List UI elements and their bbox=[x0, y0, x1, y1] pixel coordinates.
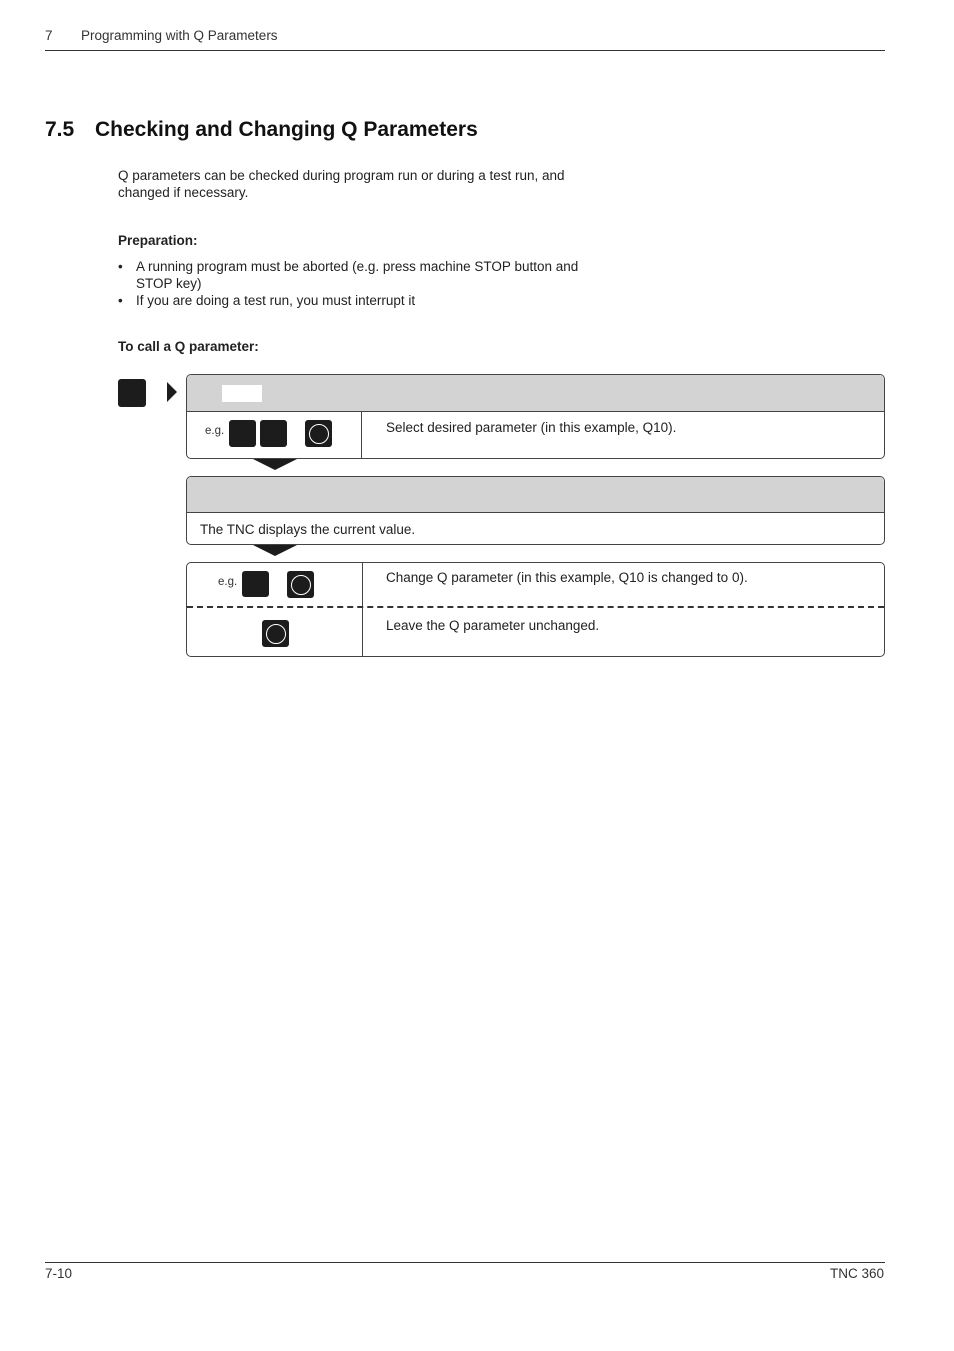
arrow-down-icon bbox=[253, 545, 297, 556]
step1-eg-label: e.g. bbox=[205, 425, 225, 437]
arrow-right-icon bbox=[167, 382, 177, 402]
step2-description: The TNC displays the current value. bbox=[200, 522, 416, 537]
preparation-heading: Preparation: bbox=[118, 233, 198, 248]
preparation-bullet: • If you are doing a test run, you must interrupt it bbox=[118, 292, 598, 309]
footer-rule bbox=[45, 1262, 885, 1263]
arrow-down-icon bbox=[253, 459, 297, 470]
step3-eg-label: e.g. bbox=[218, 576, 238, 588]
q-parameter-key-icon bbox=[118, 379, 146, 407]
enter-key-icon bbox=[305, 420, 332, 447]
step1-description: Select desired parameter (in this example, Q10). bbox=[386, 420, 677, 435]
footer-product: TNC 360 bbox=[829, 1266, 884, 1281]
step3-option-b-description: Leave the Q parameter unchanged. bbox=[386, 618, 600, 633]
digit-key-1-icon bbox=[229, 420, 256, 447]
section-number: 7.5 bbox=[45, 118, 75, 141]
enter-key-icon bbox=[287, 571, 314, 598]
header-rule bbox=[45, 50, 885, 51]
step2-panel bbox=[186, 476, 885, 545]
step1-divider bbox=[361, 412, 362, 458]
digit-key-0-icon bbox=[260, 420, 287, 447]
step1-screen-bar bbox=[187, 375, 884, 412]
step1-panel bbox=[186, 374, 885, 459]
header-chapter-number: 7 bbox=[45, 28, 53, 43]
header-chapter-title: Programming with Q Parameters bbox=[81, 28, 278, 43]
section-title-text: Checking and Changing Q Parameters bbox=[95, 118, 478, 141]
procedure-heading: To call a Q parameter: bbox=[118, 339, 259, 354]
intro-paragraph: Q parameters can be checked during program run or during a test run, and changed if necessary. bbox=[118, 168, 565, 200]
preparation-bullet: • A running program must be aborted (e.g. press machine STOP button and STOP key) bbox=[118, 258, 598, 292]
footer-page-number: 7-10 bbox=[45, 1266, 73, 1281]
step3-divider bbox=[362, 563, 363, 656]
preparation-list bbox=[118, 258, 598, 309]
no-enter-key-icon bbox=[262, 620, 289, 647]
screen-field-highlight bbox=[222, 385, 262, 402]
step2-screen-bar bbox=[187, 477, 884, 513]
section-title bbox=[45, 118, 478, 142]
options-separator bbox=[187, 606, 884, 608]
step3-panel bbox=[186, 562, 885, 657]
step3-option-a-description: Change Q parameter (in this example, Q10 is changed to 0). bbox=[386, 570, 748, 585]
digit-key-0-icon bbox=[242, 571, 269, 597]
